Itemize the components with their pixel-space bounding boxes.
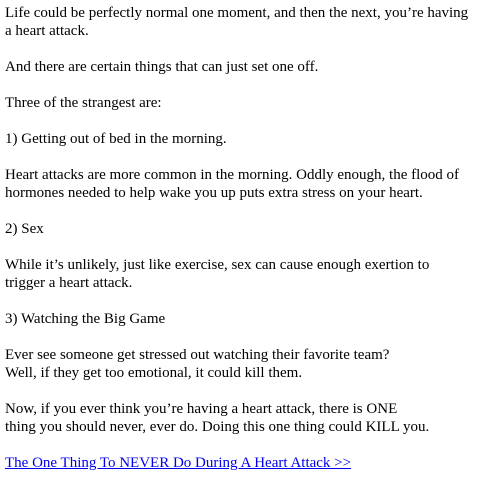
list-intro-paragraph: [5, 94, 496, 112]
warning-paragraph: [5, 400, 496, 436]
cta-paragraph: [5, 454, 496, 472]
text-line: And there are certain things that can just set one off.: [5, 59, 319, 75]
text-line: a heart attack.: [5, 23, 89, 39]
text-line: 3) Watching the Big Game: [5, 311, 166, 327]
text-line: Ever see someone get stressed out watching their favorite team?: [5, 347, 390, 363]
text-line: Now, if you ever think you’re having a heart attack, there is ONE: [5, 401, 398, 417]
text-line: Heart attacks are more common in the morning. Oddly enough, the flood of: [5, 167, 460, 183]
text-line: Three of the strangest are:: [5, 95, 162, 111]
text-line: Life could be perfectly normal one moment, and then the next, you’re having: [5, 5, 469, 21]
item-body-2: [5, 256, 496, 292]
item-heading-2: [5, 220, 496, 238]
item-heading-1: [5, 130, 496, 148]
text-line: trigger a heart attack.: [5, 275, 133, 291]
item-body-3: [5, 346, 496, 382]
text-line: 2) Sex: [5, 221, 44, 237]
text-line: While it’s unlikely, just like exercise, sex can cause enough exertion to: [5, 257, 430, 273]
item-heading-3: [5, 310, 496, 328]
text-line: Well, if they get too emotional, it could kill them.: [5, 365, 303, 381]
text-line: 1) Getting out of bed in the morning.: [5, 131, 227, 147]
setup-paragraph: [5, 58, 496, 76]
item-body-1: [5, 166, 496, 202]
cta-link[interactable]: The One Thing To NEVER Do During A Heart Attack >>: [5, 455, 352, 471]
intro-paragraph: [5, 4, 496, 40]
text-line: hormones needed to help wake you up puts extra stress on your heart.: [5, 185, 423, 201]
text-line: thing you should never, ever do. Doing this one thing could KILL you.: [5, 419, 430, 435]
